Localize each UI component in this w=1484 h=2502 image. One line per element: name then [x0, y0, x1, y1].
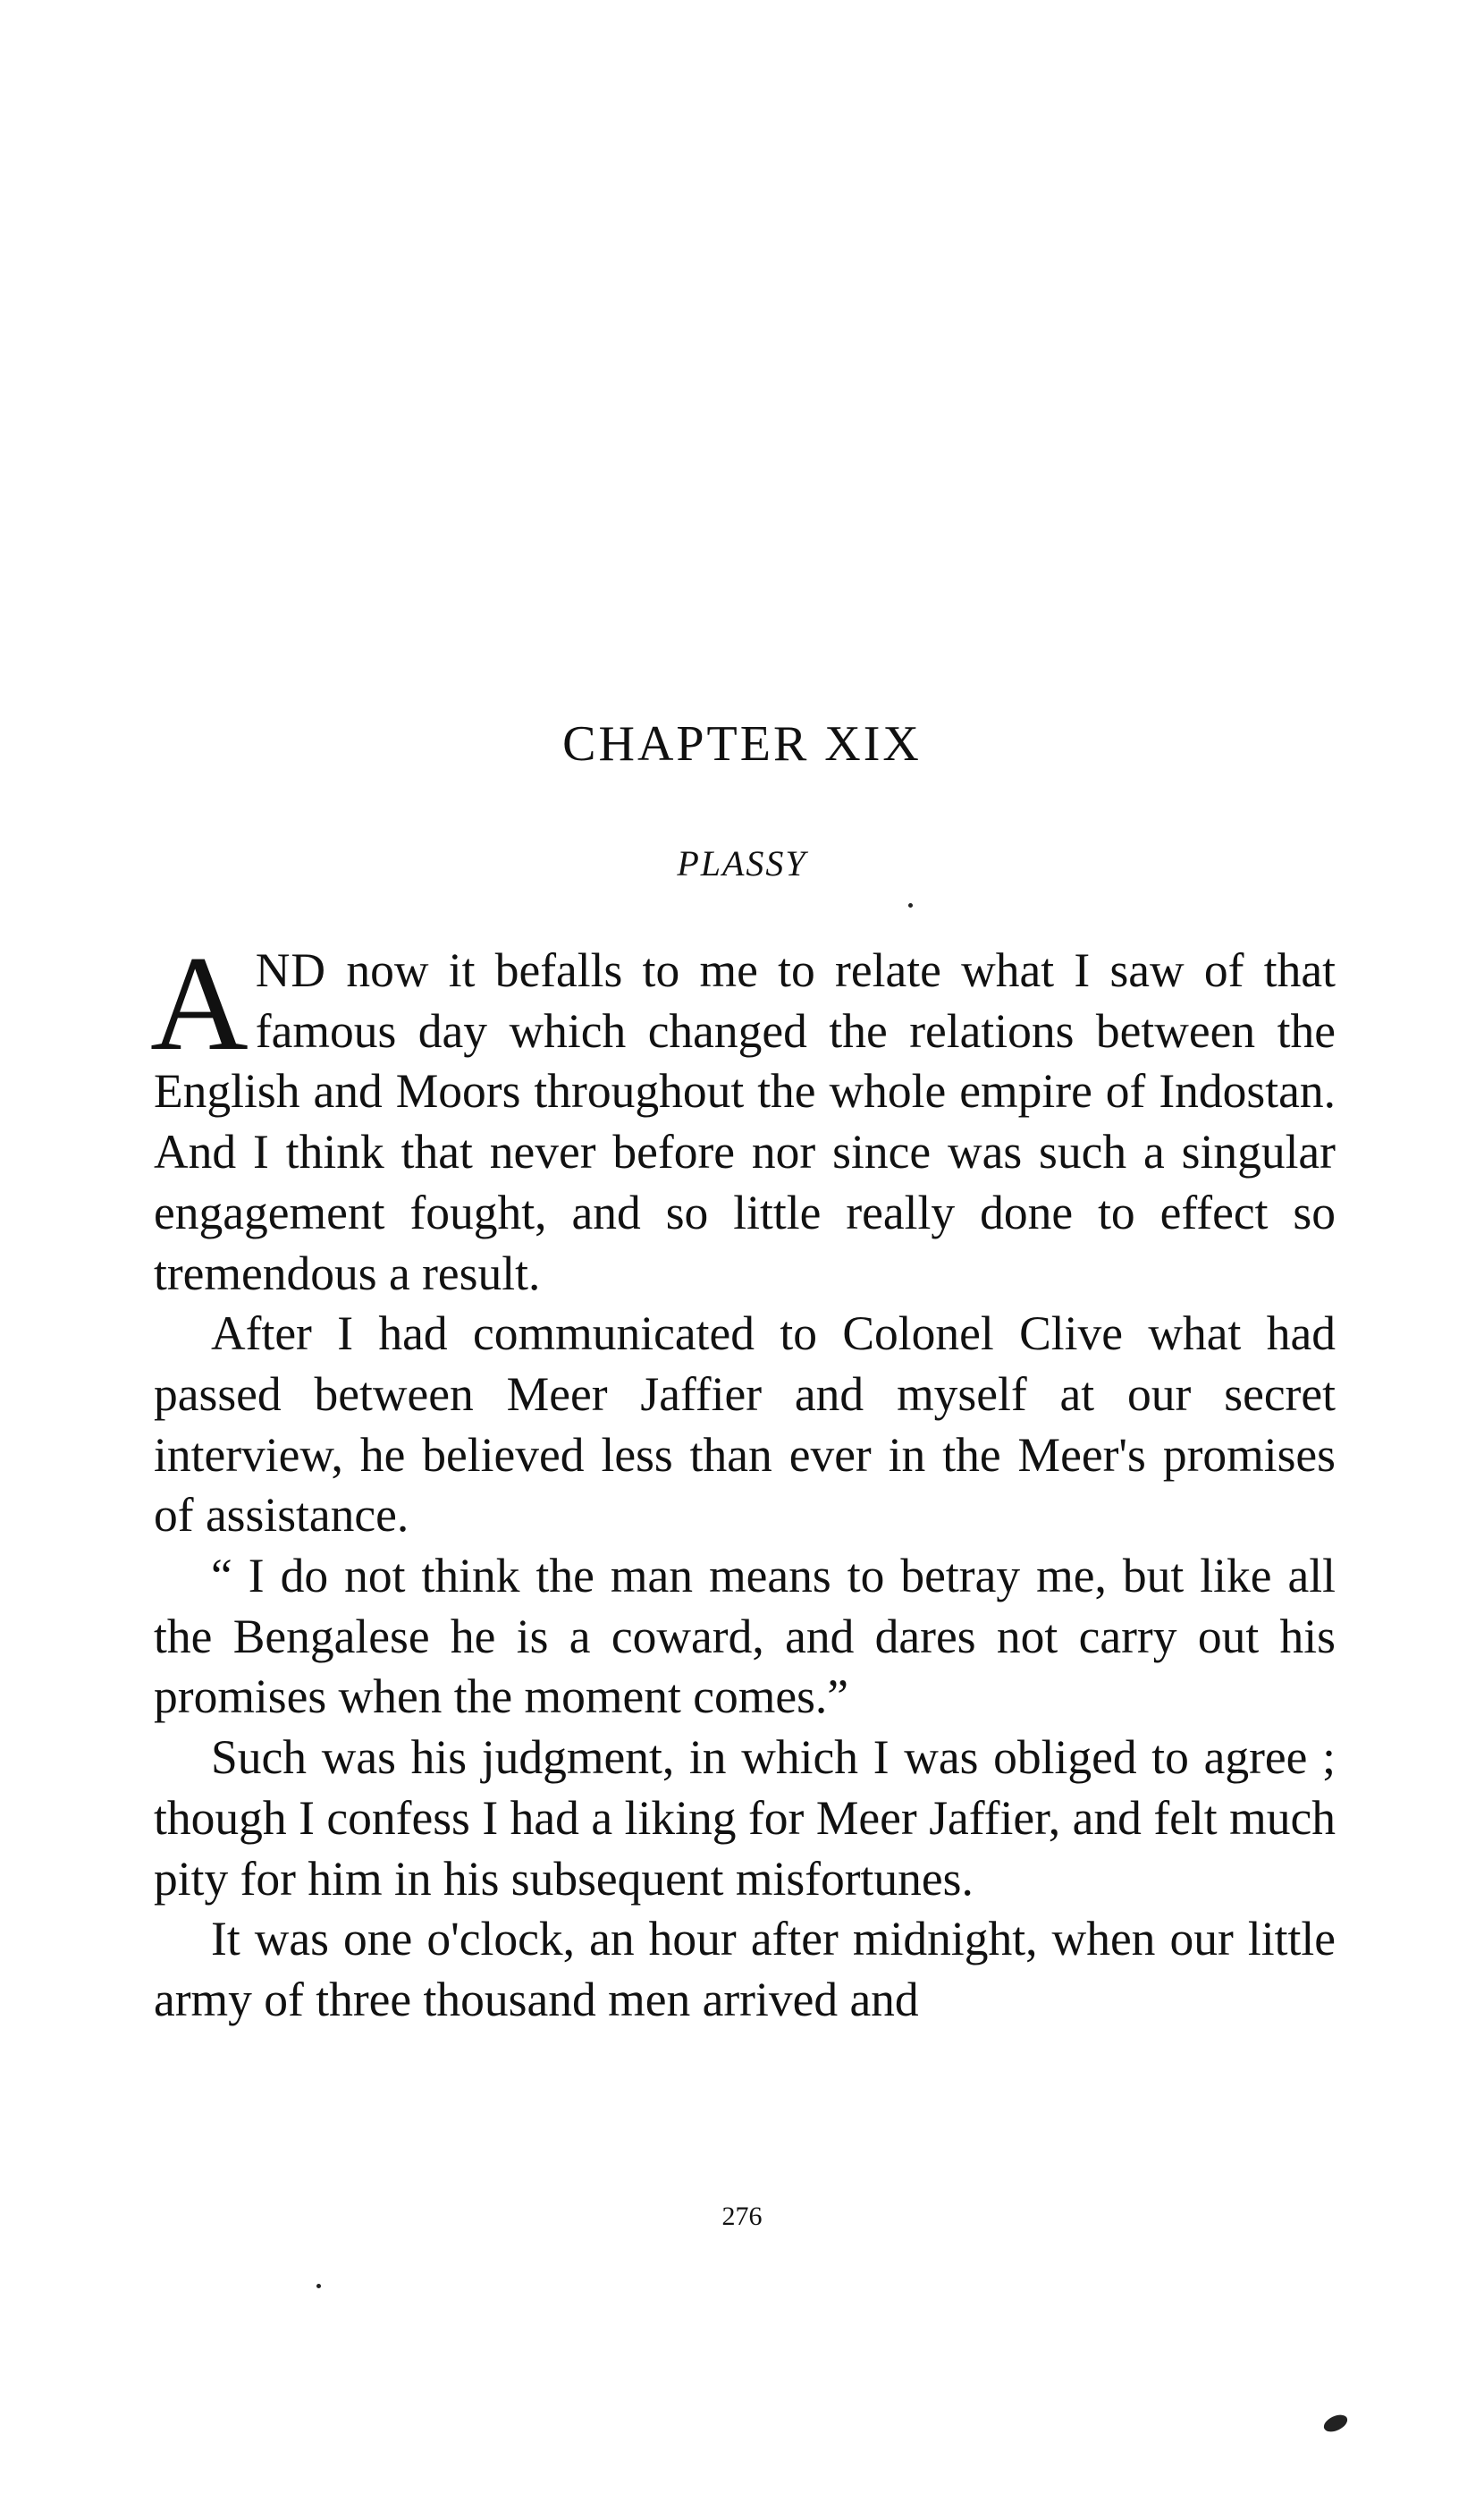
chapter-title: PLASSY — [677, 843, 807, 883]
ink-speck — [1321, 2412, 1350, 2435]
chapter-heading: CHAPTER XIX — [562, 716, 922, 772]
paragraph-2: After I had communicated to Colonel Clive what had passed between Meer Jaffier and myself at our secret interview, he believed less than ever in the Meer's promises of assistance. — [154, 1306, 1336, 1543]
paragraph-1-text: now it befalls to me to relate what I saw of that famous day which changed the relations between the English and Moors throughout the whole empire of Indostan. And I think that never before nor since was such a singular engagement fought, and so little really done to effect so tremendous a result. — [154, 943, 1336, 1300]
drop-cap: A — [150, 928, 249, 1078]
paragraph-4: Such was his judgment, in which I was obliged to agree ; though I confess I had a liking for Meer Jaffier, and felt much pity for him in his subsequent misfortunes. — [154, 1730, 1336, 1906]
paragraph-1 — [150, 928, 1336, 1304]
ink-speck — [316, 2284, 321, 2288]
body-text — [150, 928, 1336, 2031]
lead-in: ND — [255, 943, 327, 997]
paragraph-5: It was one o'clock, an hour after midnight, when our little army of three thousand men arrived and — [154, 1912, 1336, 2026]
ink-speck — [908, 903, 913, 908]
paragraph-3: “ I do not think the man means to betray me, but like all the Bengalese he is a coward, and dares not carry out his promises when the moment comes.” — [154, 1549, 1336, 1724]
page-number: 276 — [721, 2202, 763, 2231]
